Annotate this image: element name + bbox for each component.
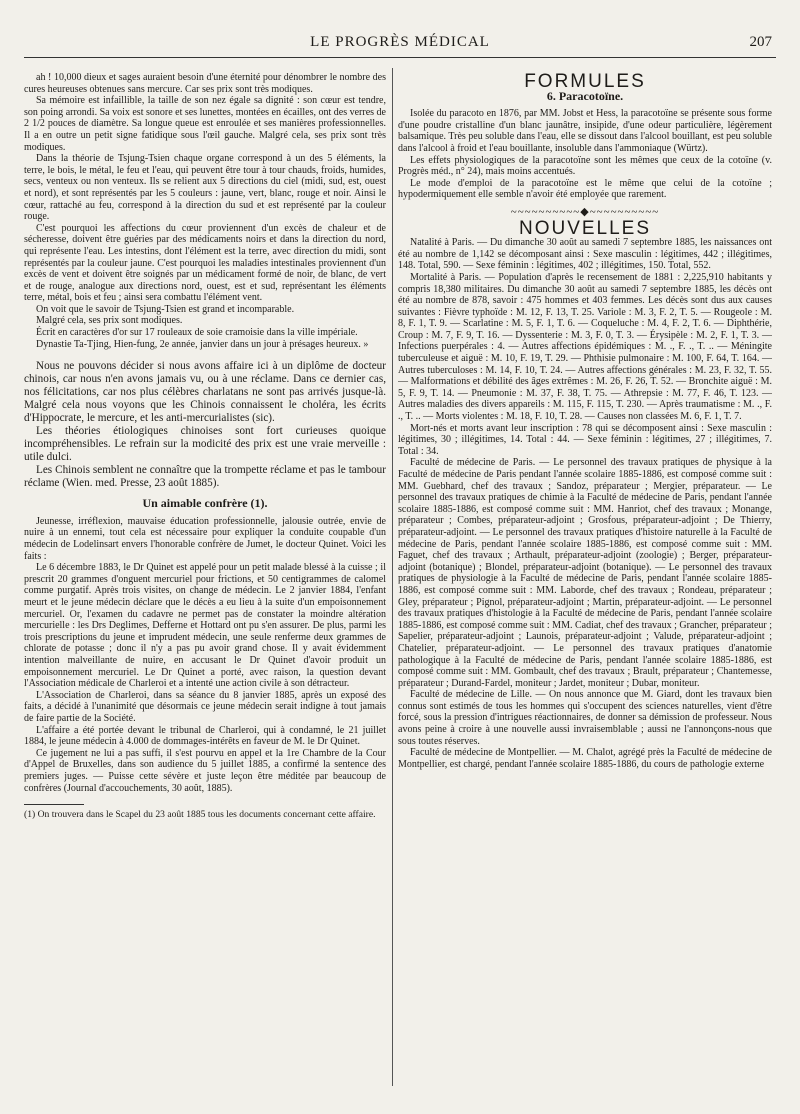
header-rule <box>24 57 776 58</box>
paragraph: Dans la théorie de Tsjung-Tsien chaque organe correspond à un des 5 éléments, la terre, le bois, le métal, le feu et l'eau, qui peuvent être tour à tour chauds, froids, humides, secs, venteux ou non venteux. Ils se relient aux 5 directions du ciel (midi, sud, est, ouest et nord), et sont représentés par les 5 couleurs : jaune, vert, blanc, rouge et noir. Ainsi le cœur, rattaché au feu, correspond à la direction du sud et est représenté par la couleur rouge. <box>24 153 386 223</box>
paragraph: Isolée du paracoto en 1876, par MM. Jobst et Hess, la paracotoïne se présente sous forme d'une poudre cristalline d'un blanc jaunâtre, insipide, d'une odeur particulière, légèrement balsamique. Très peu soluble dans l'eau, elle se dissout dans l'alcool bouillant, est peu soluble dans l'alcool à froid et l'eau bouillante, insoluble dans l'ammoniaque (Würtz). <box>398 108 772 154</box>
running-head <box>24 34 776 56</box>
footnote-rule <box>24 804 84 805</box>
paragraph: Le 6 décembre 1883, le Dr Quinet est appelé pour un petit malade blessé à la cuisse ; il prescrit 20 grammes d'onguent mercuriel pour frictions, et 50 centigrammes de calomel comme purgatif. Après trois visites, on change de médecin. Le 2 janvier 1884, l'enfant meurt et le jeune médecin déclare que le décès a eu lieu à la suite d'un empoisonnement mercuriel. Or, l'examen du cadavre ne permet pas de constater la moindre altération mercurielle : les Drs Deglimes, Defferne et Hottard ont pu s'en assurer. De plus, parmi les trois prescriptions du jeune et imprudent médecin, une seule renferme deux grammes de chlorate de potasse ; donc il n'y a pas pu avoir grand chose. Il y avait évidemment intention malveillante de nuire, en accusant le Dr Quinet d'avoir produit un empoisonnement mercuriel. Le Dr Quinet a porté, avec raison, la question devant l'Association médicale de Charleroi et a intenté une action civile à son détracteur. <box>24 562 386 690</box>
paragraph: Sa mémoire est infaillible, la taille de son nez égale sa dignité : son cœur est tendre, son poing arrondi. Sa voix est sonore et ses lunettes, montées en écailles, ont des verres de 2 1/2 pouces de diamètre. Sa longue queue est enroulée et ses manières professionnelles. Il a en outre un petit signe fatidique sous l'œil gauche. Malgré cela, ses prix sont très modiques. <box>24 95 386 153</box>
page-number: 207 <box>749 34 772 50</box>
paragraph: Malgré cela, ses prix sont modiques. <box>36 315 183 327</box>
article-title: Un aimable confrère (1). <box>142 496 268 511</box>
paragraph: L'affaire a été portée devant le tribunal de Charleroi, qui à condamné, le 21 juillet 1884, le jeune médecin à 4.000 de dommages-intérêts en faveur de M. le Dr Quinet. <box>24 724 386 748</box>
paragraph: Dynastie Ta-Tjing, Hien-fung, 2e année, janvier dans un jour à présages heureux. » <box>36 338 369 350</box>
paragraph: ah ! 10,000 dieux et sages auraient besoin d'une éternité pour dénombrer le nombre des cures heureuses obtenues sans mercure. Car ses prix sont très modiques. <box>24 72 386 95</box>
paragraph: Le mode d'emploi de la paracotoïne est le même que celui de la cotoïne ; hypodermiquement elle semble n'avoir été employée que rarement. <box>398 177 772 201</box>
journal-title: LE PROGRÈS MÉDICAL <box>310 34 490 50</box>
paragraph: Natalité à Paris. — Du dimanche 30 août au samedi 7 septembre 1885, les naissances ont été au nombre de 1,142 se décomposant ainsi : Sexe masculin : légitimes, 442 ; illégitimes, 148. Total, 590. — Sexe féminin : légitimes, 402 ; illégitimes, 150. Total, 552. <box>398 237 772 272</box>
paragraph: Mort-nés et morts avant leur inscription : 78 qui se décomposent ainsi : Sexe masculin : légitimes, 30 ; illégitimes, 14. Total : 44. — Sexe féminin : légitimes, 27 ; illégitimes, 7. Total : 34. <box>398 422 772 457</box>
right-column <box>398 72 772 1086</box>
footnote: (1) On trouvera dans le Scapel du 23 août 1885 tous les documents concernant cette affaire. <box>24 809 376 821</box>
paragraph: Faculté de médecine de Montpellier. — M. Chalot, agrégé près la Faculté de médecine de Montpellier, est chargé, pendant l'année scolaire 1885-1886, du cours de pathologie externe <box>398 747 772 770</box>
paragraph: Ce jugement ne lui a pas suffi, il s'est pourvu en appel et la 1re Chambre de la Cour d'Appel de Bruxelles, dans son audience du 5 juillet 1885, a confirmé la sentence des premiers juges. — Puisse cette sévère et juste leçon être méditée par beaucoup de confrères (Journal d'accouchements, 30 août, 1885). <box>24 747 386 794</box>
paragraph: Les Chinois semblent ne connaître que la trompette réclame et pas le tambour réclame (Wien. med. Presse, 23 août 1885). <box>24 464 386 490</box>
paragraph: Mortalité à Paris. — Population d'après le recensement de 1881 : 2,225,910 habitants y compris 18,380 militaires. Du dimanche 30 août au samedi 7 septembre 1885, les décès ont été au nombre de 878, savoir : 475 hommes et 403 femmes. Les décès sont dus aux causes suivantes : Fièvre typhoïde : M. 12, F. 13, T. 25. Variole : M. 3, F. 2, T. 5. — Rougeole : M. 8, F. 1, T. 9. — Scarlatine : M. 5, F. 1, T. 6. — Coqueluche : M. 4, F. 2, T. 6. — Diphthérie, Croup : M. 7, F. 9, T. 16. — Dyssenterie : M. 3, F. 0, T. 3. — Érysipèle : M. 2, F. 1, T. 3. — Infections puerpérales : 4. — Autres affections épidémiques : M. ., F. ., T. .. — Méningite tuberculeuse et aiguë : M. 10, F. 19, T. 29. — Phthisie pulmonaire : M. 100, F. 64, T. 164. — Autres tuberculoses : M. 14, F. 10, T. 24. — Autres affections générales : M. 23, F. 32, T. 55. — Malformations et débilité des âges extrêmes : M. 26, F. 26, T. 52. — Bronchite aiguë : M. 5, F. 9, T. 14. — Pneumonie : M. 37, F. 38, T. 75. — Athrepsie : M. 77, F. 46, T. 123. — Autres maladies des divers appareils : M. 115, F. 115, T. 230. — Après traumatisme : M. ., F. ., T. .. — Morts violentes : M. 18, F. 10, T. 28. — Causes non classées M. 6, F. 1, T. 7. <box>398 271 772 423</box>
paragraph: Les théories étiologiques chinoises sont fort curieuses quoique incompréhensibles. Le refrain sur la modicité des prix est une vraie merveille : utile dulci. <box>24 425 386 464</box>
paragraph: Jeunesse, irréflexion, mauvaise éducation professionnelle, jalousie outrée, envie de nuire à un ennemi, tout cela est nécessaire pour expliquer la conduite coupable d'un médecin de Lodelinsart envers l'honorable confrère de Jumet, le docteur Quinet. Voici les faits : <box>24 515 386 562</box>
paragraph: C'est pourquoi les affections du cœur proviennent d'un excès de chaleur et de sécheresse, doivent être guéries par des médicaments noirs et dans la direction du nord, qui représente l'eau. Les intestins, dont l'élément est la terre, avec direction du midi, sont représentés par la couleur jaune. C'est pourquoi les maladies intestinales proviennent d'un excès de vent et doivent être soignés par un médicament formé de noir, de blanc, de vert et de rouge, analogue aux directions nord, ouest, est et sud, représentant les éléments terre, métal, bois et feu ; ainsi sera combattu l'élément vent. <box>24 222 386 304</box>
paragraph: Faculté de médecine de Paris. — Le personnel des travaux pratiques de physique à la Faculté de médecine de Paris pendant l'année scolaire 1885-1886, est composé comme suit : MM. Guebhard, chef des travaux ; Sandoz, préparateur ; Mergier, préparateur. — Le personnel des travaux pratiques de chimie à la Faculté de médecine de Paris, pendant l'année scolaire 1885-1886, est composé comme suit : MM. Hanriot, chef des travaux ; Monange, préparateur ; Combes, préparateur-adjoint ; Grosfous, préparateur-adjoint ; De Thierry, préparateur-adjoint. — Le personnel des travaux pratiques d'histoire naturelle à la Faculté de médecine de Paris, pendant l'année scolaire 1885-1886, est composé comme suit : MM. Faguet, chef des travaux ; Arthault, préparateur-adjoint (zoologie) ; Berger, préparateur-adjoint (botanique) ; Blondel, préparateur-adjoint (botanique). — Le personnel des travaux pratiques de physiologie à la Faculté de médecine de Paris, pendant l'année scolaire 1885-1886, est composé comme suit : MM. Laborde, chef des travaux ; Rondeau, préparateur ; Gley, préparateur ; Pignol, préparateur-adjoint ; Martin, préparateur-adjoint. — Le personnel des travaux pratiques d'histologie à la Faculté de médecine de Paris, pendant l'année scolaire 1885-1886, est composé comme suit : MM. Cadiat, chef des travaux ; Grancher, préparateur ; Sapelier, préparateur-adjoint ; Launois, préparateur-adjoint ; Valude, préparateur-adjoint ; Chatelier, préparateur-adjoint. — Le personnel des travaux pratiques d'anatomie pathologique à la Faculté de médecine de Paris, pendant l'année scolaire 1885-1886, est composé comme suit : MM. Gombault, chef des travaux ; Brault, préparateur ; Chantemesse, préparateur ; Durand-Fardel, moniteur ; Jardet, moniteur ; Dubar, moniteur. <box>398 457 772 689</box>
ornament-divider: ~~~~~~~~~~◆~~~~~~~~~~ <box>510 205 660 218</box>
section-heading-formules: FORMULES <box>524 72 646 92</box>
paragraph: Écrit en caractères d'or sur 17 rouleaux de soie cramoisie dans la ville impériale. <box>36 327 358 339</box>
formule-subheading: 6. Paracotoïne. <box>546 88 624 103</box>
paragraph: On voit que le savoir de Tsjung-Tsien est grand et incomparable. <box>36 303 295 315</box>
paragraph: L'Association de Charleroi, dans sa séance du 8 janvier 1885, après un exposé des faits, a décidé à l'unanimité que désormais ce jeune médecin serait indigne à tout jamais de faire partie de la Société. <box>24 689 386 724</box>
left-column <box>24 72 386 1086</box>
section-heading-nouvelles: NOUVELLES <box>518 217 652 239</box>
column-divider <box>392 68 393 1086</box>
paragraph: Les effets physiologiques de la paracotoïne sont les mêmes que ceux de la cotoïne (v. Progrès méd., n° 24), mais moins accentués. <box>398 154 772 178</box>
paragraph: Nous ne pouvons décider si nous avons affaire ici à un diplôme de docteur chinois, car nous n'en avons jamais vu, ou à une réclame. Dans ce dernier cas, nos félicitations, car nos plus célèbres charlatans ne sont pas arrivés jusque-là. Malgré cela nous voyons que les Chinois connaissent le choléra, les écrits d'Hippocrate, le mercure, et les anti-mercurialistes (sic). <box>24 360 386 425</box>
paragraph: Faculté de médecine de Lille. — On nous annonce que M. Giard, dont les travaux bien connus sont estimés de tous les hommes qui s'occupent des sciences naturelles, vient d'être forcé, sous la pression d'intrigues réactionnaires, de donner sa démission de professeur. Nous avons peine à croire à une nouvelle aussi invraisemblable ; aussi ne l'annonçons-nous que sous toutes réserves. <box>398 689 772 747</box>
